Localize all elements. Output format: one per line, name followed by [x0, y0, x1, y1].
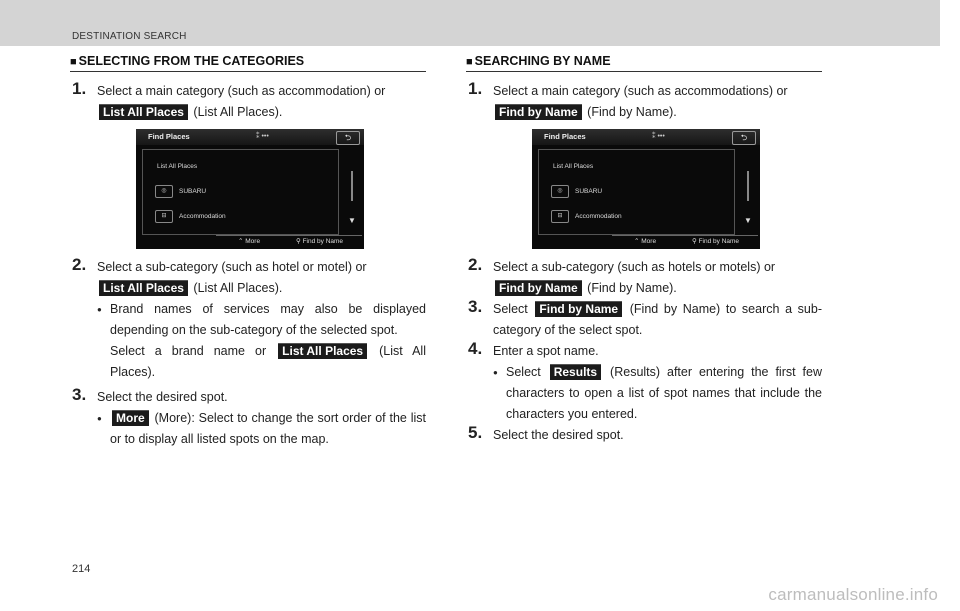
hotel-icon: ⊟ — [551, 210, 569, 223]
find-by-name-button[interactable]: ⚲ Find by Name — [296, 238, 344, 245]
note-bullet: ● Select Results (Results) after entering the first few characters to open a list of spot names that include the characters you entered. — [493, 362, 822, 425]
signal-icon: ⁑ ••• — [256, 133, 269, 140]
right-column — [466, 54, 822, 446]
step-2: 2. Select a sub-category (such as hotel or motel) or List All Places (List All Places). ● Brand names of services may also be displayed depending on the sub-category of the selected spot. Select a brand name or List All Places (List All Places). — [70, 257, 426, 383]
find-places-screenshot — [136, 129, 364, 249]
list-item[interactable]: List All Places — [157, 163, 198, 170]
running-header: DESTINATION SEARCH — [72, 31, 187, 42]
list-all-places-button[interactable]: List All Places — [99, 104, 188, 120]
watermark: carmanualsonline.info — [768, 585, 938, 604]
left-column — [70, 54, 426, 450]
step-3: 3. Select the desired spot. ● More (More): Select to change the sort order of the list or to display all listed spots on the map. — [70, 387, 426, 450]
find-by-name-button[interactable]: ⚲ Find by Name — [692, 238, 740, 245]
square-bullet-icon: ■ — [70, 56, 77, 68]
list-all-places-button[interactable]: List All Places — [99, 280, 188, 296]
more-button[interactable]: More — [112, 410, 149, 426]
step-number: 4. — [468, 339, 483, 358]
note-continuation: Select a brand name or List All Places (List All Places). — [110, 344, 426, 379]
step-number: 5. — [468, 423, 483, 442]
scrollbar[interactable] — [346, 151, 358, 229]
more-button[interactable]: ⌃ More — [238, 238, 261, 245]
category-list — [142, 149, 339, 235]
step-3: 3. Select Find by Name (Find by Name) to search a sub-category of the select spot. — [468, 297, 822, 337]
section-title-categories: ■ SELECTING FROM THE CATEGORIES — [70, 54, 426, 72]
hotel-icon: ⊟ — [155, 210, 173, 223]
step-number: 1. — [72, 79, 87, 98]
find-by-name-button[interactable]: Find by Name — [535, 301, 622, 317]
list-item[interactable]: SUBARU — [179, 188, 207, 195]
back-icon[interactable]: ⮌ — [336, 131, 360, 145]
list-item[interactable]: Accommodation — [179, 213, 226, 220]
subaru-logo-icon: ◎ — [551, 185, 569, 198]
scroll-thumb[interactable] — [351, 171, 353, 201]
step-2: 2. Select a sub-category (such as hotels or motels) or Find by Name (Find by Name). — [468, 255, 776, 295]
find-by-name-button[interactable]: Find by Name — [495, 280, 582, 296]
scroll-thumb[interactable] — [747, 171, 749, 201]
category-list — [538, 149, 735, 235]
find-by-name-button[interactable]: Find by Name — [495, 104, 582, 120]
note-bullet: ● More (More): Select to change the sort order of the list or to display all listed spots on the map. — [97, 408, 426, 450]
scroll-down-icon[interactable]: ▼ — [348, 216, 356, 225]
screen-footer — [216, 235, 362, 248]
scroll-down-icon[interactable]: ▼ — [744, 216, 752, 225]
step-4: 4. Enter a spot name. ● Select Results (Results) after entering the first few characters to open a list of spot names that include the characters you entered. — [466, 341, 822, 425]
subaru-logo-icon: ◎ — [155, 185, 173, 198]
page-number: 214 — [72, 563, 91, 575]
results-button[interactable]: Results — [550, 364, 601, 380]
list-all-places-button[interactable]: List All Places — [278, 343, 367, 359]
step-number: 3. — [468, 297, 483, 316]
list-item[interactable]: SUBARU — [575, 188, 603, 195]
step-number: 3. — [72, 385, 87, 404]
step-number: 2. — [468, 255, 483, 274]
section-title-name: ■ SEARCHING BY NAME — [466, 54, 822, 72]
square-bullet-icon: ■ — [466, 56, 473, 68]
step-1: 1. Select a main category (such as accommodations) or Find by Name (Find by Name). — [468, 79, 788, 119]
step-number: 2. — [72, 255, 87, 274]
screen-title: Find Places — [544, 132, 586, 141]
signal-icon: ⁑ ••• — [652, 133, 665, 140]
scrollbar[interactable] — [742, 151, 754, 229]
screen-title: Find Places — [148, 132, 190, 141]
note-bullet: ● Brand names of services may also be displayed depending on the sub-category of the selected spot. — [97, 299, 426, 341]
find-places-screenshot — [532, 129, 760, 249]
list-item[interactable]: Accommodation — [575, 213, 622, 220]
step-1: 1. Select a main category (such as accommodation) or List All Places (List All Places). — [72, 79, 386, 119]
more-button[interactable]: ⌃ More — [634, 238, 657, 245]
back-icon[interactable]: ⮌ — [732, 131, 756, 145]
step-number: 1. — [468, 79, 483, 98]
screen-footer — [612, 235, 758, 248]
list-item[interactable]: List All Places — [553, 163, 594, 170]
step-5: 5. Select the desired spot. — [468, 423, 624, 442]
